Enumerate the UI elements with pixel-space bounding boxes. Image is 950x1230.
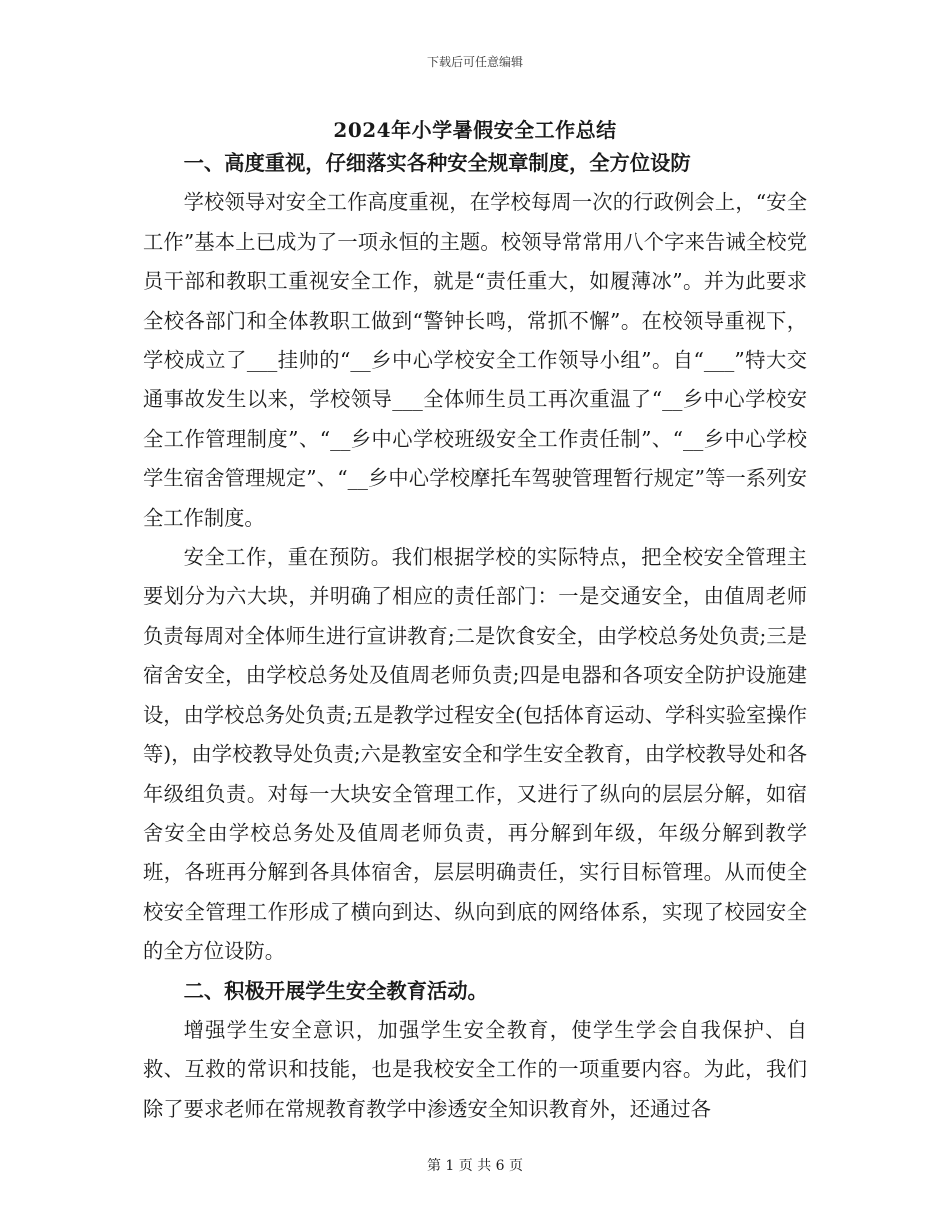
- paragraph-1: 学校领导对安全工作高度重视，在学校每周一次的行政例会上，“安全工作”基本上已成为了一项永恒的主题。校领导常常用八个字来告诫全校党员干部和教职工重视安全工作，就是“责任重大，如履薄冰”。并为此要求全校各部门和全体教职工做到“警钟长鸣，常抓不懈”。在校领导重视下，学校成立了___挂帅的“__乡中心学校安全工作领导小组”。自“___”特大交通事故发生以来，学校领导___全体师生员工再次重温了“__乡中心学校安全工作管理制度”、“__乡中心学校班级安全工作责任制”、“__乡中心学校学生宿舍管理规定”、“__乡中心学校摩托车驾驶管理暂行规定”等一系列安全工作制度。: [143, 190, 807, 530]
- paragraph-2: 安全工作，重在预防。我们根据学校的实际特点，把全校安全管理主要划分为六大块，并明确了相应的责任部门：一是交通安全，由值周老师负责每周对全体师生进行宣讲教育;二是饮食安全，由学校总务处负责;三是宿舍安全，由学校总务处及值周老师负责;四是电器和各项安全防护设施建设，由学校总务处负责;五是教学过程安全(包括体育运动、学科实验室操作等)，由学校教导处负责;六是教室安全和学生安全教育，由学校教导处和各年级组负责。对每一大块安全管理工作，又进行了纵向的层层分解，如宿舍安全由学校总务处及值周老师负责，再分解到年级，年级分解到教学班，各班再分解到各具体宿舍，层层明确责任，实行目标管理。从而使全校安全管理工作形成了横向到达、纵向到底的网络体系，实现了校园安全的全方位设防。: [143, 545, 807, 964]
- page-number: 第 1 页 共 6 页: [426, 1158, 524, 1174]
- document-body: [143, 144, 807, 1129]
- paragraph-3: 增强学生安全意识，加强学生安全教育，使学生学会自我保护、自救、互救的常识和技能，也是我校安全工作的一项重要内容。为此，我们除了要求老师在常规教育教学中渗透安全知识教育外，还通过各: [143, 1017, 807, 1121]
- document-title: 2024年小学暑假安全工作总结: [333, 118, 617, 142]
- section-heading-1: 一、高度重视，仔细落实各种安全规章制度，全方位设防: [183, 151, 691, 175]
- header-note: 下载后可任意编辑: [426, 55, 523, 69]
- section-heading-2: 二、积极开展学生安全教育活动。: [183, 978, 488, 1003]
